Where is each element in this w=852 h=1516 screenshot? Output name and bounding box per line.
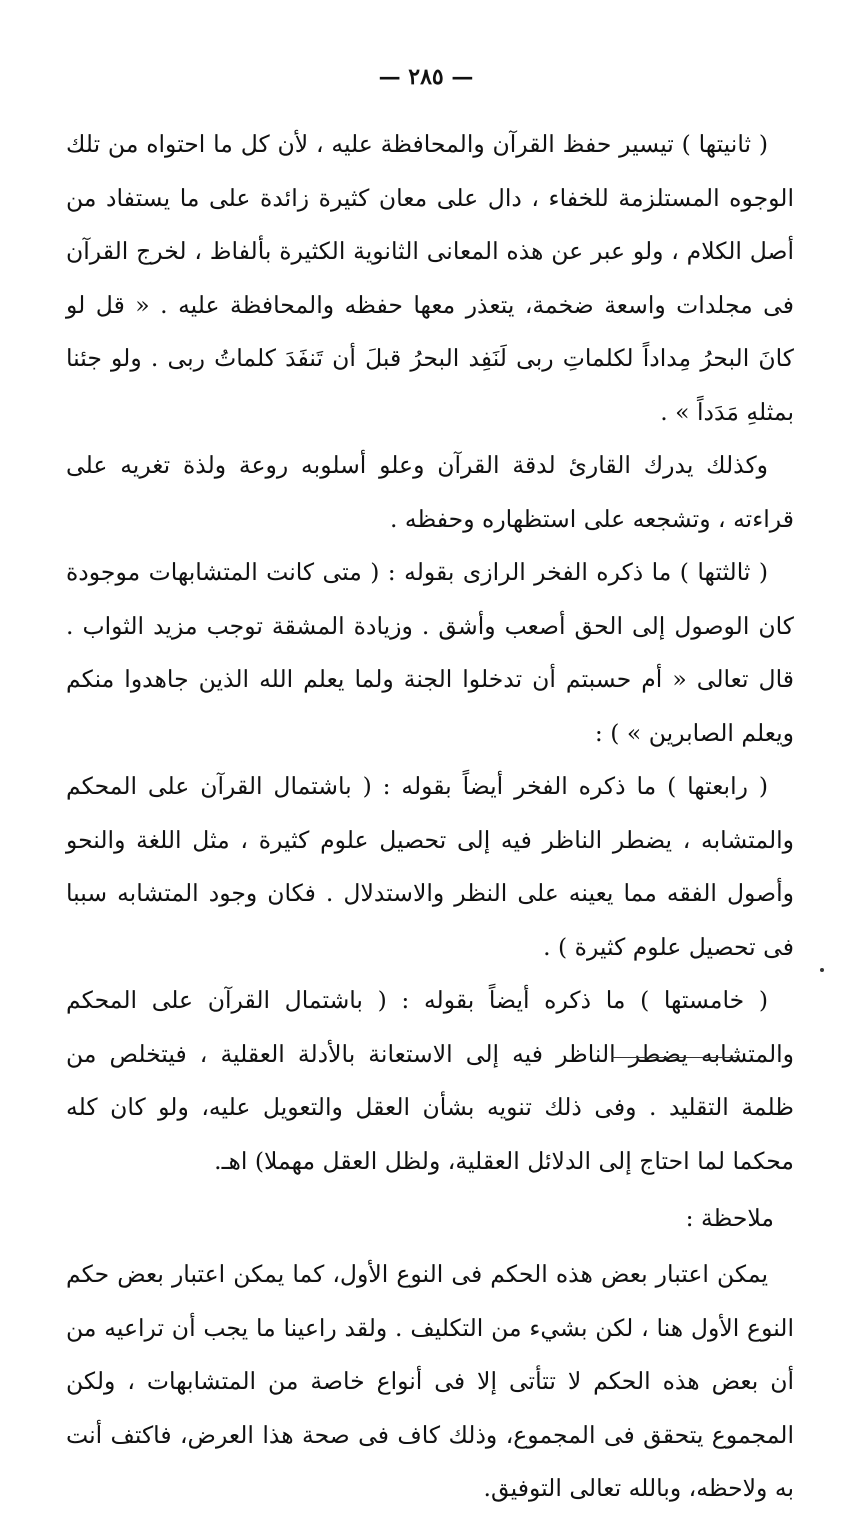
note-heading: ملاحظة : [685, 1204, 774, 1232]
paragraph-third-wisdom: ( ثالثتها ) ما ذكره الفخر الرازى بقوله : ( متى كانت المتشابهات موجودة كان الوصول إلى الحق أصعب وأشق . وزيادة المشقة توجب مزيد الثواب . قال تعالى « أم حسبتم أن تدخلوا الجنة ولما يعلم الله الذين جاهدوا منكم ويعلم الصابرين » ) : [66, 558, 794, 747]
paragraph-fourth-wisdom: ( رابعتها ) ما ذكره الفخر أيضاً بقوله : ( باشتمال القرآن على المحكم والمتشابه ، يضطر الناظر فيه إلى تحصيل علوم كثيرة ، مثل اللغة والنحو وأصول الفقه مما يعينه على النظر والاستدلال . فكان وجود المتشابه سببا فى تحصيل علوم كثيرة ) . [66, 772, 794, 961]
paragraph-second-wisdom: ( ثانيتها ) تيسير حفظ القرآن والمحافظة عليه ، لأن كل ما احتواه من تلك الوجوه المستلزمة للخفاء ، دال على معان كثيرة زائدة على ما يستفاد من أصل الكلام ، ولو عبر عن هذه المعانى الثانوية الكثيرة بألفاظ ، لخرج القرآن فى مجلدات واسعة ضخمة، يتعذر معها حفظه والمحافظة عليه . « قل لو كانَ البحرُ مِداداً لكلماتِ ربى لَنَفِد البحرُ قبلَ أن تَنفَدَ كلماتُ ربى . ولو جئنا بمثلهِ مَدَداً » . [66, 130, 794, 426]
body-text [66, 118, 794, 1516]
page-number: — ٢٨٥ — [378, 64, 474, 90]
paragraph-fifth-wisdom: ( خامستها ) ما ذكره أيضاً بقوله : ( باشتمال القرآن على المحكم والمتشابه يضطر الناظر فيه إلى الاستعانة بالأدلة العقلية ، فيتخلص من ظلمة التقليد . وفى ذلك تنويه بشأن العقل والتعويل عليه، ولو كان كله محكما لما احتاج إلى الدلائل العقلية، ولظل العقل مهملا) اهـ. [66, 986, 794, 1175]
note-heading-rule [612, 1057, 740, 1058]
paragraph-reader-effect: وكذلك يدرك القارئ لدقة القرآن وعلو أسلوبه روعة ولذة تغريه على قراءته ، وتشجعه على استظهاره وحفظه . [66, 451, 794, 533]
scan-speck [820, 968, 824, 972]
note-paragraph: يمكن اعتبار بعض هذه الحكم فى النوع الأول، كما يمكن اعتبار بعض حكم النوع الأول هنا ، لكن بشيء من التكليف . ولقد راعينا ما يجب أن تراعيه من أن بعض هذه الحكم لا تتأتى إلا فى أنواع خاصة من المتشابهات ، ولكن المجموع يتحقق فى المجموع، وذلك كاف فى صحة هذا العرض، فاكتف أنت به ولاحظه، وبالله تعالى التوفيق. [66, 1260, 794, 1502]
